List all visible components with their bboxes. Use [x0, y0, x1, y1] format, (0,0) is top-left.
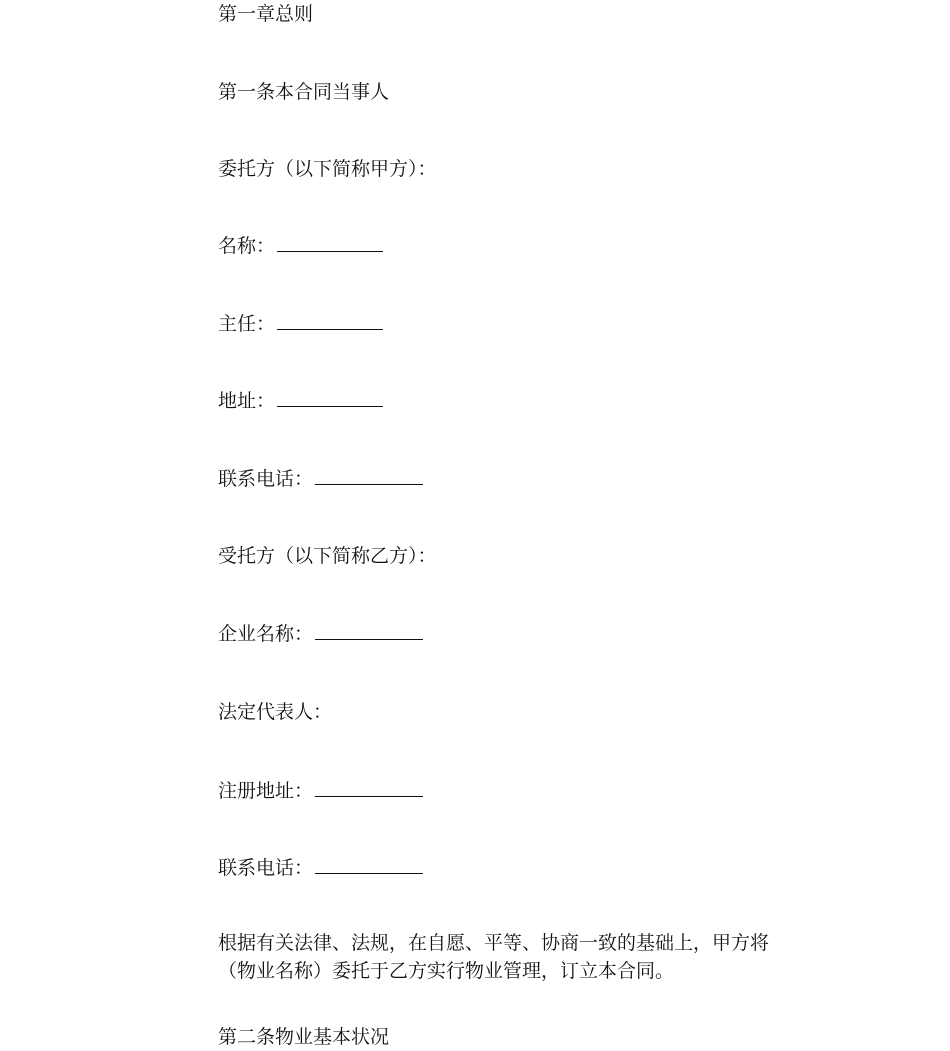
party-b-phone-row	[218, 854, 423, 882]
party-b-reg-address-row	[218, 777, 423, 805]
agreement-paragraph-line-1: 根据有关法律、法规，在自愿、平等、协商一致的基础上，甲方将	[218, 932, 770, 954]
party-b-company-blank[interactable]	[315, 621, 423, 640]
party-a-name-blank[interactable]	[277, 233, 383, 252]
party-b-phone-label: 联系电话：	[218, 857, 314, 879]
party-a-phone-row	[218, 465, 423, 493]
party-a-address-label: 地址：	[218, 390, 276, 412]
party-a-address-blank[interactable]	[277, 388, 383, 407]
party-a-director-row	[218, 310, 383, 338]
party-a-director-blank[interactable]	[277, 311, 383, 330]
party-b-heading: 受托方（以下简称乙方）：	[218, 545, 437, 567]
party-b-reg-address-blank[interactable]	[315, 778, 423, 797]
party-a-address-row	[218, 387, 383, 415]
party-b-legal-rep-label: 法定代表人：	[218, 701, 333, 723]
party-b-company-row	[218, 620, 423, 648]
party-b-phone-blank[interactable]	[315, 855, 423, 874]
article-1-title: 第一条本合同当事人	[218, 81, 390, 103]
party-b-reg-address-label: 注册地址：	[218, 780, 314, 802]
party-a-phone-label: 联系电话：	[218, 468, 314, 490]
party-b-company-label: 企业名称：	[218, 623, 314, 645]
chapter-title: 第一章总则	[218, 3, 314, 25]
agreement-paragraph-line-2: （物业名称）委托于乙方实行物业管理，订立本合同。	[218, 960, 675, 982]
party-a-phone-blank[interactable]	[315, 466, 423, 485]
party-a-name-label: 名称：	[218, 235, 276, 257]
party-a-name-row	[218, 232, 383, 260]
party-a-director-label: 主任：	[218, 313, 276, 335]
article-2-title: 第二条物业基本状况	[218, 1026, 390, 1048]
party-a-heading: 委托方（以下简称甲方）：	[218, 158, 437, 180]
